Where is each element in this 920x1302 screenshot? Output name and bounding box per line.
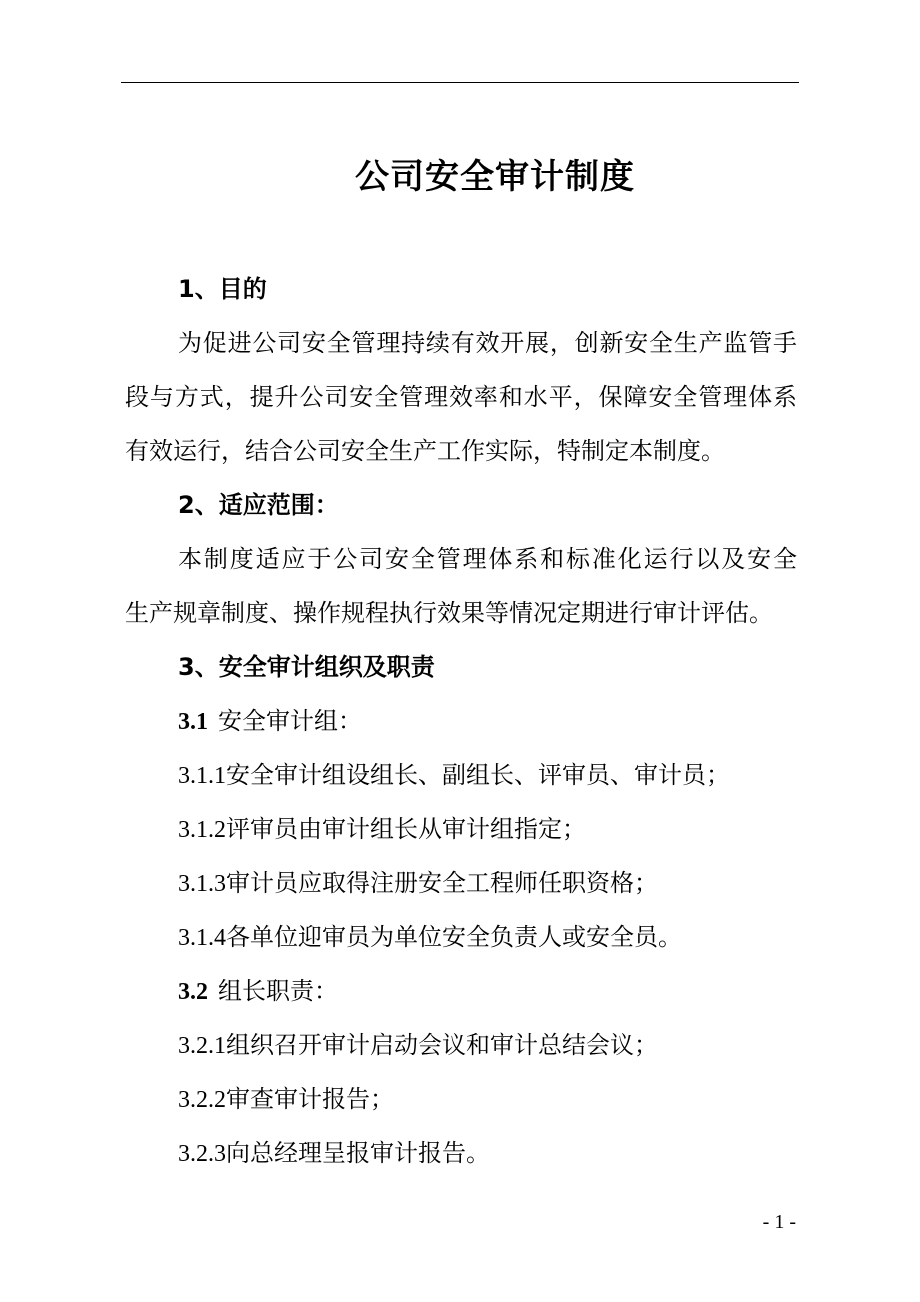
item-number: 3.2.3 [178, 1141, 226, 1167]
subsection-number: 3.2 [178, 979, 208, 1005]
item-text: 向总经理呈报审计报告。 [226, 1139, 490, 1167]
item-text: 审查审计报告； [226, 1085, 394, 1113]
item-text: 安全审计组设组长、副组长、评审员、审计员； [226, 761, 730, 789]
item-number: 3.1.1 [178, 763, 226, 789]
list-item [125, 802, 797, 856]
item-number: 3.1.4 [178, 925, 226, 951]
section-2-heading: 2、适应范围： [178, 491, 339, 519]
section-1-paragraph-line: 为促进公司安全管理持续有效开展，创新安全生产监管手 [178, 329, 797, 357]
item-text: 各单位迎审员为单位安全负责人或安全员。 [226, 923, 682, 951]
list-item [125, 1018, 797, 1072]
section-1-paragraph-line: 有效运行，结合公司安全生产工作实际，特制定本制度。 [125, 437, 725, 465]
header-rule [121, 82, 799, 83]
section-1-paragraph-line: 段与方式，提升公司安全管理效率和水平，保障安全管理体系 [125, 383, 797, 411]
subsection-number: 3.1 [178, 709, 208, 735]
item-text: 评审员由审计组长从审计组指定； [226, 815, 586, 843]
section-2-paragraph-line: 本制度适应于公司安全管理体系和标准化运行以及安全 [178, 545, 797, 573]
document-body [125, 262, 797, 1180]
item-number: 3.1.2 [178, 817, 226, 843]
list-item [125, 910, 797, 964]
item-number: 3.2.1 [178, 1033, 226, 1059]
subsection-title: 安全审计组： [218, 707, 362, 735]
list-item [125, 1072, 797, 1126]
item-text: 审计员应取得注册安全工程师任职资格； [226, 869, 658, 897]
document-title: 公司安全审计制度 [355, 157, 635, 197]
list-item [125, 1126, 797, 1180]
subsection-3-1-heading [125, 694, 797, 748]
item-number: 3.2.2 [178, 1087, 226, 1113]
subsection-title: 组长职责： [218, 977, 338, 1005]
list-item [125, 748, 797, 802]
page-number: - 1 - [762, 1211, 796, 1233]
item-number: 3.1.3 [178, 871, 226, 897]
section-3-heading: 3、安全审计组织及职责 [178, 653, 435, 681]
list-item [125, 856, 797, 910]
section-1-heading: 1、目的 [178, 275, 267, 303]
section-2-paragraph-line: 生产规章制度、操作规程执行效果等情况定期进行审计评估。 [125, 599, 773, 627]
item-text: 组织召开审计启动会议和审计总结会议； [226, 1031, 658, 1059]
subsection-3-2-heading [125, 964, 797, 1018]
